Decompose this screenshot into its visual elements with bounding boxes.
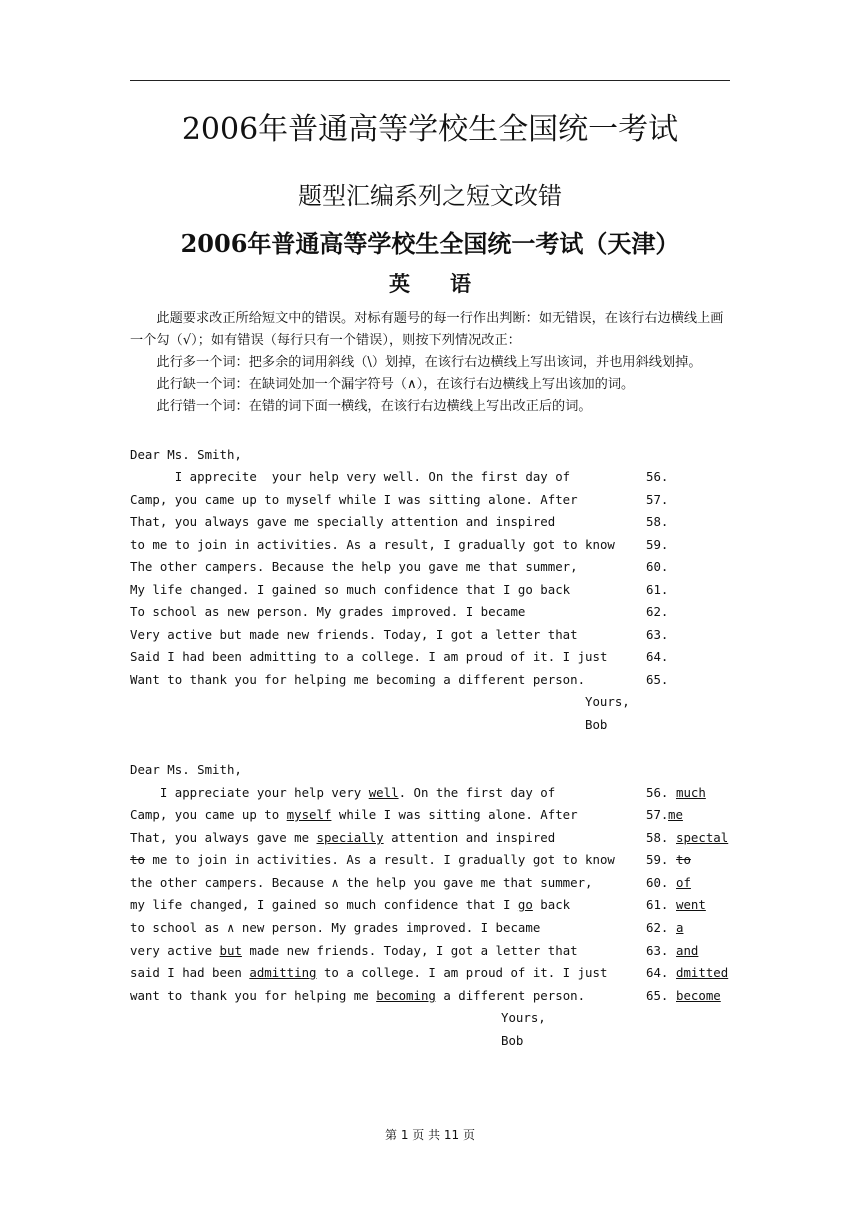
line-number: 61.	[646, 897, 676, 912]
correction: of	[676, 875, 691, 890]
struck-word: to	[130, 852, 145, 867]
passage-line: Camp, you came up to myself while I was sitting alone. After	[130, 492, 578, 507]
correction: a	[676, 920, 684, 935]
page-title: 2006年普通高等学校生全国统一考试	[181, 112, 679, 147]
passage-line: My life changed. I gained so much confidence that I go back	[130, 582, 571, 597]
line-text: to a college. I am proud of it. I just	[316, 965, 608, 980]
line-number: 58.	[646, 514, 669, 529]
line-text: attention and inspired	[383, 830, 556, 845]
instruction-paragraph: 此题要求改正所给短文中的错误。对标有题号的每一行作出判断：如无错误，在该行右边横线上画一个勾（√）；如有错误（每行只有一个错误），则按下列情况改正：	[130, 311, 724, 348]
correction: dmitted	[676, 965, 729, 980]
header-rule	[130, 80, 730, 81]
line-text: a different person.	[435, 988, 586, 1003]
line-text: while I was sitting alone. After	[331, 807, 578, 822]
line-number: 56.	[646, 469, 669, 484]
line-text: my life changed, I gained so much confidence that I	[130, 897, 518, 912]
line-text: . On the first day of	[398, 785, 556, 800]
line-number: 60.	[646, 559, 669, 574]
answer-line	[130, 804, 578, 826]
correction: much	[676, 785, 706, 800]
marked-word: admitting	[249, 965, 317, 980]
line-number: 61.	[646, 582, 669, 597]
passage-line: The other campers. Because the help you gave me that summer,	[130, 559, 578, 574]
line-number: 59.	[646, 537, 669, 552]
line-number: 65.	[646, 672, 669, 687]
line-text: made new friends. Today, I got a letter that	[241, 943, 578, 958]
answer-line	[130, 985, 585, 1007]
answer-greeting: Dear Ms. Smith,	[130, 762, 242, 777]
line-number: 60.	[646, 875, 676, 890]
correction: me	[668, 807, 683, 822]
line-text: want to thank you for helping me	[130, 988, 377, 1003]
answer-closing: Yours,	[501, 1010, 546, 1025]
passage-line: To school as new person. My grades improved. I became	[130, 604, 526, 619]
line-text: to school as ∧ new person. My grades improved. I became	[130, 920, 541, 935]
line-number: 62.	[646, 920, 676, 935]
instructions	[130, 308, 730, 418]
answer-line	[130, 782, 555, 804]
passage-greeting: Dear Ms. Smith,	[130, 447, 242, 462]
marked-word: go	[517, 897, 533, 912]
correction: and	[676, 943, 699, 958]
line-number: 62.	[646, 604, 669, 619]
marked-word: but	[219, 943, 242, 958]
marked-word: specially	[316, 830, 384, 845]
subject-title: 英语	[389, 271, 511, 296]
marked-word: well	[368, 785, 399, 800]
correction: spectal	[676, 830, 729, 845]
answer-line	[130, 894, 570, 916]
answer-signature: Bob	[501, 1033, 524, 1048]
line-number: 64.	[646, 649, 669, 664]
line-number: 57.	[646, 492, 669, 507]
passage-line: That, you always gave me specially attention and inspired	[130, 514, 556, 529]
series-title: 题型汇编系列之短文改错	[298, 182, 562, 210]
line-text: very active	[130, 943, 220, 958]
instruction-paragraph: 此行多一个词：把多余的词用斜线（\）划掉，在该行右边横线上写出该词，并也用斜线划掉。	[156, 355, 702, 370]
answer-line	[130, 872, 593, 894]
correction: become	[676, 988, 721, 1003]
line-text: me to join in activities. As a result. I gradually got to know	[144, 852, 615, 867]
line-number: 58.	[646, 830, 676, 845]
line-text: back	[532, 897, 571, 912]
passage-line: Want to thank you for helping me becoming a different person.	[130, 672, 586, 687]
page-footer: 第 1 页 共 11 页	[385, 1128, 475, 1142]
answer-line	[130, 940, 578, 962]
exam-title: 2006年普通高等学校生全国统一考试（天津）	[180, 229, 680, 258]
passage-line: to me to join in activities. As a result, I gradually got to know	[130, 537, 615, 552]
line-text: the other campers. Because ∧ the help you gave me that summer,	[130, 875, 593, 890]
marked-word: myself	[286, 807, 332, 822]
line-number: 63.	[646, 943, 676, 958]
line-text: Camp, you came up to	[130, 807, 287, 822]
signature: Bob	[585, 717, 608, 732]
passage-line: Very active but made new friends. Today, I got a letter that	[130, 627, 578, 642]
marked-word: becoming	[376, 988, 436, 1003]
correction: to	[676, 852, 691, 867]
answer-line	[130, 849, 615, 871]
instruction-paragraph: 此行缺一个词：在缺词处加一个漏字符号（∧），在该行右边横线上写出该加的词。	[156, 377, 635, 392]
passage-line: Said I had been admitting to a college. I am proud of it. I just	[130, 649, 608, 664]
passage-line: I apprecite your help very well. On the first day of	[130, 469, 571, 484]
line-number: 65.	[646, 988, 676, 1003]
closing: Yours,	[585, 694, 630, 709]
line-text: I appreciate your help very	[130, 785, 369, 800]
line-text: That, you always gave me	[130, 830, 317, 845]
correction: went	[676, 897, 706, 912]
line-number: 63.	[646, 627, 669, 642]
line-number: 64.	[646, 965, 676, 980]
answer-line	[130, 962, 607, 984]
answer-line	[130, 917, 540, 939]
line-number: 59.	[646, 852, 676, 867]
line-number: 57.	[646, 807, 669, 822]
answer-line	[130, 827, 555, 849]
line-text: said I had been	[130, 965, 250, 980]
instruction-paragraph: 此行错一个词：在错的词下面一横线，在该行右边横线上写出改正后的词。	[156, 399, 592, 414]
line-number: 56.	[646, 785, 676, 800]
